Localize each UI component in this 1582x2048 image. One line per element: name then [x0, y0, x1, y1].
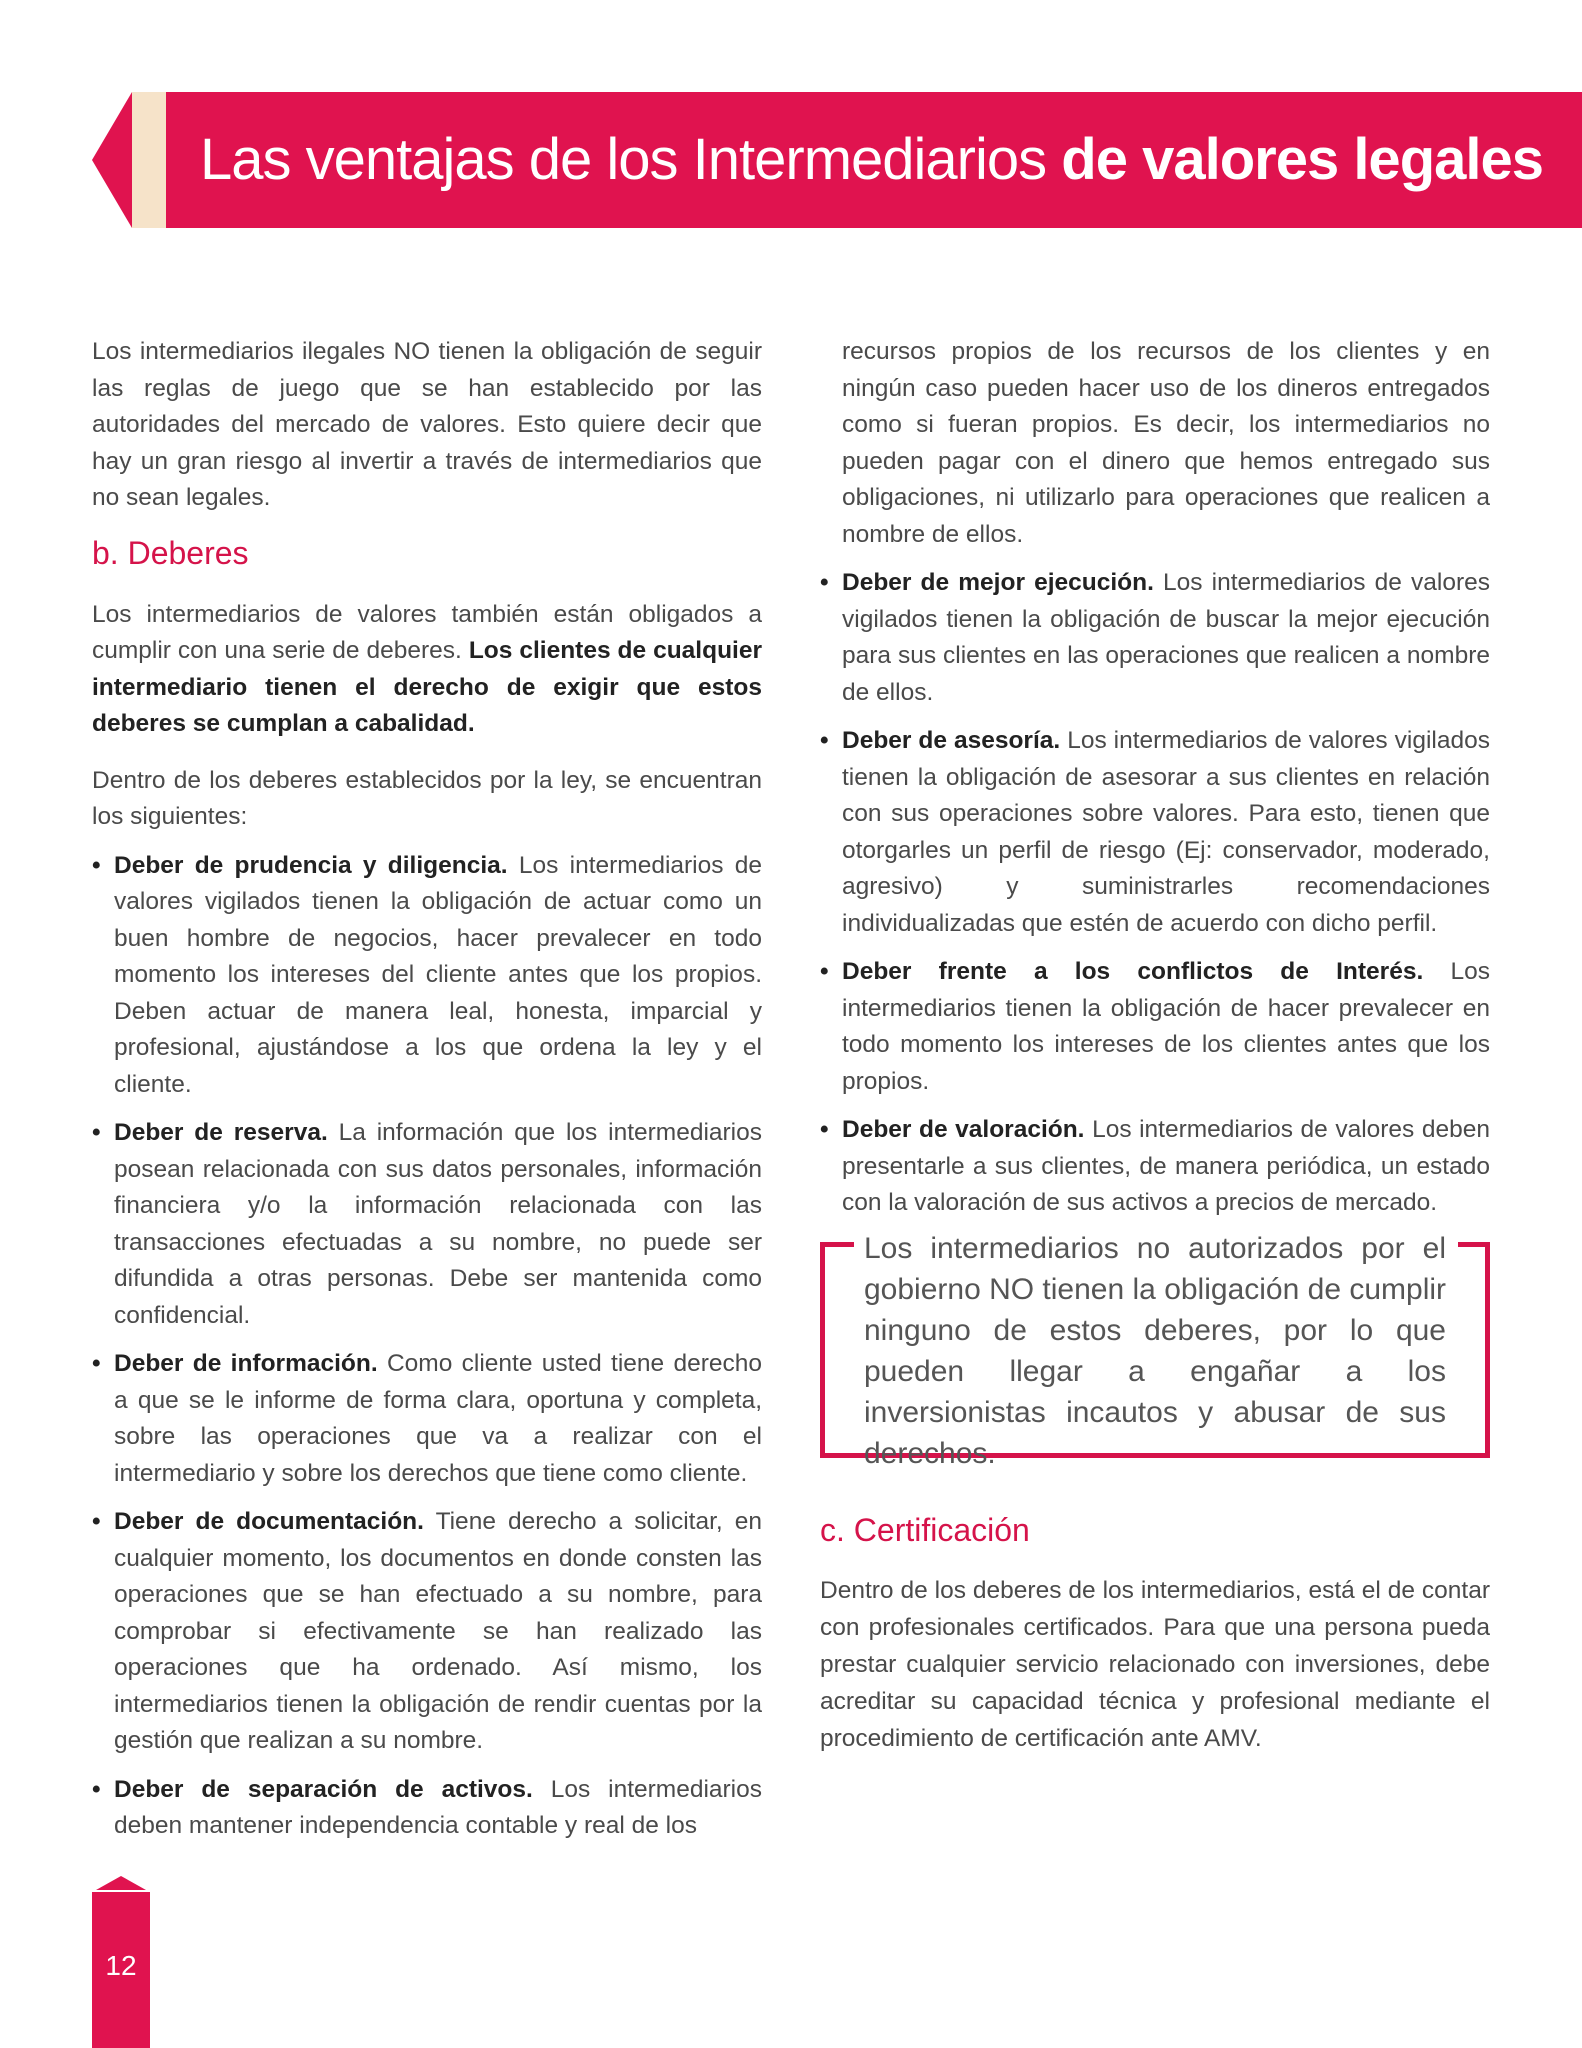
bullet-icon: • — [820, 569, 829, 596]
bullet-text: Los intermediarios de valores vigilados tienen la obligación de asesorar a sus clientes en relación con sus operaciones sobre valores. Para esto, tienen que otorgarles un perfil de riesgo (Ej: conservador, moderado, agresivo) y suministrarles recomendaciones individualizadas que estén de acuerdo con dicho perfil. — [842, 727, 1490, 937]
list-item — [92, 1772, 762, 1845]
bullet-text: Como cliente usted tiene derecho a que se le informe de forma clara, oportuna y completa, sobre las operaciones que va a realizar con el intermediario y sobre los derechos que tiene como cliente. — [114, 1350, 762, 1487]
bullet-text: Tiene derecho a solicitar, en cualquier momento, los documentos en donde consten las operaciones que se han efectuado a su nombre, para comprobar si efectivamente se han realizado las operaciones que ha ordenado. Así mismo, los intermediarios tienen la obligación de rendir cuentas por la gestión que realizan a su nombre. — [114, 1508, 762, 1754]
callout-text: Los intermediarios no autorizados por el gobierno NO tienen la obligación de cumplir ninguno de estos deberes, por lo que pueden llegar a engañar a los inversionistas incautos y abusar de sus derechos. — [864, 1232, 1447, 1470]
page-number: 12 — [105, 1950, 137, 1981]
bullet-icon: • — [92, 1119, 101, 1146]
bullet-title: Deber de documentación. — [114, 1508, 424, 1535]
bullet-text: La información que los intermediarios posean relacionada con sus datos personales, información financiera y/o la información relacionada con las transacciones efectuadas a su nombre, no puede ser difundida a otras personas. Debe ser mantenida como confidencial. — [114, 1119, 763, 1329]
bullet-title: Deber de separación de activos. — [114, 1775, 533, 1803]
bullet-icon: • — [820, 1116, 829, 1143]
bullet-title: Deber de reserva. — [114, 1119, 328, 1146]
bullet-text: Los intermediarios de valores vigilados tienen la obligación de actuar como un buen hombre de negocios, hacer prevalecer en todo momento los intereses del cliente antes que los propios. Deben actuar de manera leal, honesta, imparcial y profesional, ajustándose a los que ordena la ley y el cliente. — [114, 851, 762, 1098]
banner-cream-stripe — [132, 92, 166, 228]
bullet-text: Los intermediarios de valores vigilados tienen la obligación de buscar la mejor ejecución para sus clientes en las operaciones que realicen a nombre de ellos. — [842, 569, 1490, 706]
list-item — [92, 1115, 762, 1334]
banner-arrow-tip — [92, 92, 132, 228]
list-item — [820, 565, 1490, 711]
bullet-icon: • — [820, 958, 829, 985]
list-item — [92, 848, 762, 1104]
bullet-title: Deber de información. — [114, 1350, 378, 1377]
page-title — [200, 92, 1543, 228]
continuation-paragraph: recursos propios de los recursos de los clientes y en ningún caso pueden hacer uso de los dineros entregados como si fueran propios. Es decir, los intermediarios no pueden pagar con el dinero que hemos entregado sus obligaciones, ni utilizarlo para operaciones que realicen a nombre de ellos. — [842, 338, 1490, 548]
deberes-text: Los intermediarios de valores también están obligados a cumplir con una serie de deberes. — [92, 600, 762, 664]
bullet-icon: • — [820, 727, 829, 754]
deberes-paragraph-1 — [92, 597, 762, 743]
page-number-tab — [92, 1876, 150, 2048]
callout-box — [820, 1228, 1490, 1470]
bullet-icon: • — [92, 851, 101, 879]
bullet-icon: • — [92, 1508, 101, 1535]
section-c-heading: c. Certificación — [820, 1512, 1030, 1548]
list-item — [92, 1346, 762, 1492]
bullet-title: Deber de prudencia y diligencia. — [114, 851, 508, 879]
bullet-title: Deber de mejor ejecución. — [842, 569, 1154, 596]
bullet-text: Los intermediarios tienen la obligación de hacer prevalecer en todo momento los intereses de los clientes antes que los propios. — [842, 958, 1490, 1095]
section-b-heading: b. Deberes — [92, 534, 249, 571]
bullet-title: Deber frente a los conflictos de Interés. — [842, 958, 1424, 985]
list-item — [820, 723, 1490, 942]
bullet-icon: • — [92, 1350, 101, 1377]
pencil-tip-icon — [96, 1876, 146, 1890]
intro-paragraph: Los intermediarios ilegales NO tienen la obligación de seguir las reglas de juego que se han establecido por las autoridades del mercado de valores. Esto quiere decir que hay un gran riesgo al invertir a través de intermediarios que no sean legales. — [92, 338, 762, 511]
bullet-title: Deber de asesoría. — [842, 727, 1061, 754]
left-column — [92, 334, 762, 1857]
bullet-title: Deber de valoración. — [842, 1116, 1085, 1143]
bullet-text: Los intermediarios de valores deben presentarle a sus clientes, de manera periódica, un estado con la valoración de sus activos a precios de mercado. — [842, 1116, 1490, 1216]
list-item — [820, 1112, 1490, 1222]
right-column — [820, 334, 1490, 1234]
title-banner — [92, 92, 1582, 228]
page-title-bold: de valores legales — [1061, 127, 1544, 192]
bullet-icon: • — [92, 1775, 101, 1803]
list-item — [820, 954, 1490, 1100]
list-item — [92, 1504, 762, 1760]
certification-section — [820, 1510, 1490, 1757]
deberes-bold-text: Los clientes de cualquier intermediario tienen el derecho de exigir que estos deberes se cumplan a cabalidad. — [92, 637, 763, 737]
certification-paragraph: Dentro de los deberes de los intermediarios, está el de contar con profesionales certificados. Para que una persona pueda prestar cualquier servicio relacionado con inversiones, debe acreditar su capacidad técnica y profesional mediante el procedimiento de certificación ante AMV. — [820, 1577, 1490, 1752]
deberes-paragraph-2: Dentro de los deberes establecidos por la ley, se encuentran los siguientes: — [92, 766, 762, 830]
page-title-light: Las ventajas de los Intermediarios — [200, 127, 1047, 192]
bullet-text: Los intermediarios deben mantener independencia contable y real de los — [114, 1775, 762, 1839]
